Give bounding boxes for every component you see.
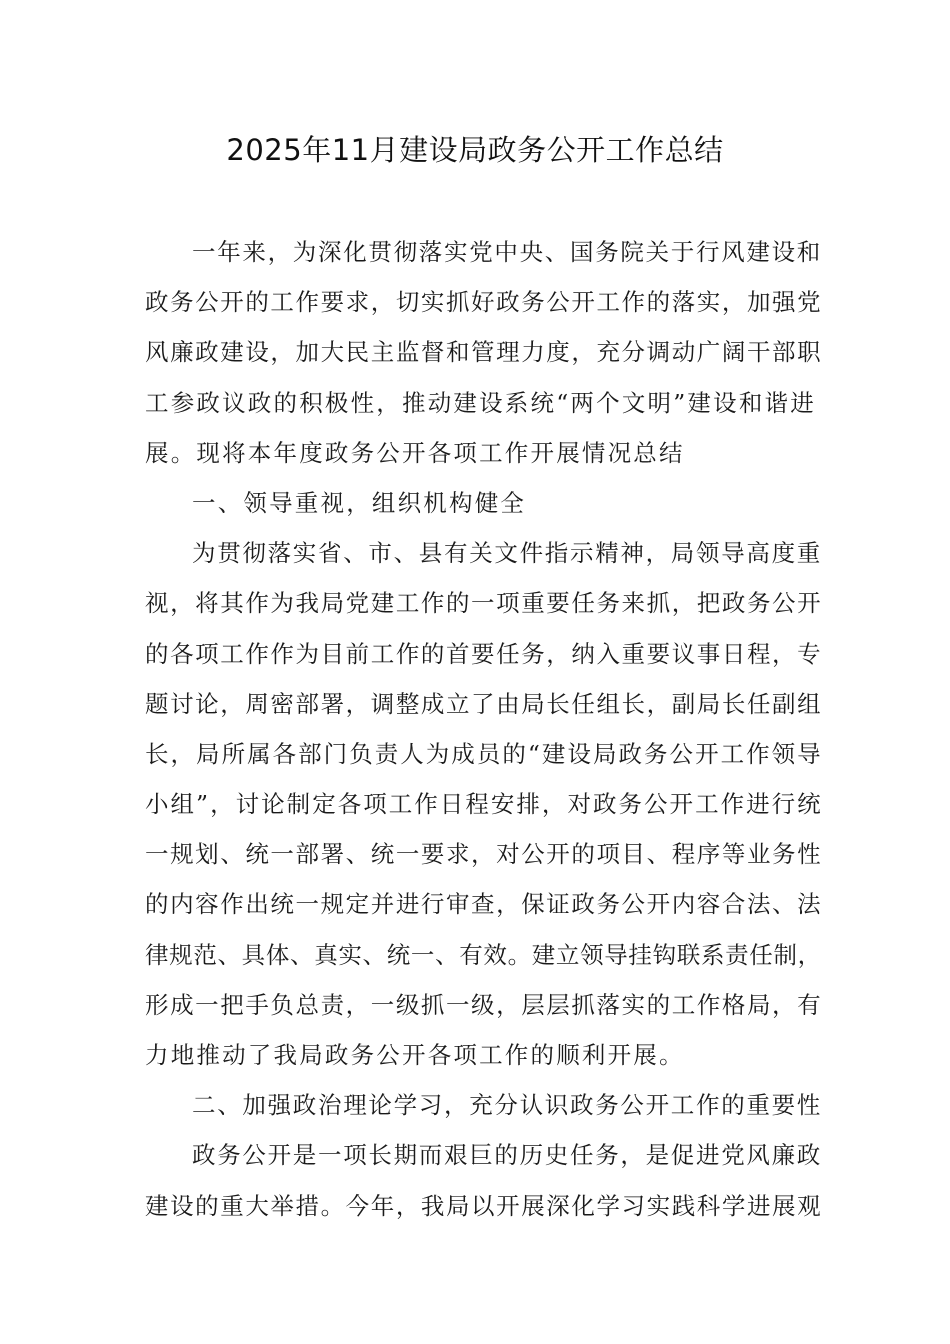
paragraph-line: 建设的重大举措。今年，我局以开展深化学习实践科学进展观 bbox=[145, 1191, 823, 1220]
section-heading: 二、加强政治理论学习，充分认识政务公开工作的重要性 bbox=[192, 1091, 822, 1120]
paragraph-line: 为贯彻落实省、市、县有关文件指示精神，局领导高度重 bbox=[192, 539, 822, 568]
paragraph-line: 一年来，为深化贯彻落实党中央、国务院关于行风建设和 bbox=[192, 238, 822, 266]
paragraph-line: 视，将其作为我局党建工作的一项重要任务来抓，把政务公开 bbox=[145, 589, 823, 618]
document-title: 2025年11月建设局政务公开工作总结 bbox=[226, 133, 724, 167]
paragraph-line: 长，局所属各部门负责人为成员的“建设局政务公开工作领导 bbox=[145, 739, 823, 768]
paragraph-line: 政务公开的工作要求，切实抓好政务公开工作的落实，加强党 bbox=[145, 288, 823, 317]
paragraph-line: 展。现将本年度政务公开各项工作开展情况总结 bbox=[145, 438, 685, 467]
paragraph-line: 一规划、统一部署、统一要求，对公开的项目、程序等业务性 bbox=[145, 840, 823, 869]
paragraph-line: 律规范、具体、真实、统一、有效。建立领导挂钩联系责任制， bbox=[145, 940, 822, 969]
paragraph-line: 的各项工作作为目前工作的首要任务，纳入重要议事日程，专 bbox=[145, 639, 823, 668]
paragraph-line: 力地推动了我局政务公开各项工作的顺利开展。 bbox=[145, 1041, 685, 1069]
paragraph-line: 工参政议政的积极性，推动建设系统“两个文明”建设和谐进 bbox=[145, 388, 816, 417]
paragraph-line: 小组”，讨论制定各项工作日程安排，对政务公开工作进行统 bbox=[145, 790, 823, 819]
paragraph-line: 形成一把手负总责，一级抓一级，层层抓落实的工作格局，有 bbox=[145, 990, 823, 1019]
document-body bbox=[145, 227, 825, 1231]
paragraph-line: 的内容作出统一规定并进行审查，保证政务公开内容合法、法 bbox=[145, 890, 823, 919]
paragraph-line: 题讨论，周密部署，调整成立了由局长任组长，副局长任副组 bbox=[145, 689, 823, 718]
paragraph-line: 政务公开是一项长期而艰巨的历史任务，是促进党风廉政 bbox=[192, 1141, 822, 1170]
section-heading: 一、领导重视，组织机构健全 bbox=[192, 488, 527, 517]
paragraph-line: 风廉政建设，加大民主监督和管理力度，充分调动广阔干部职 bbox=[145, 338, 823, 367]
